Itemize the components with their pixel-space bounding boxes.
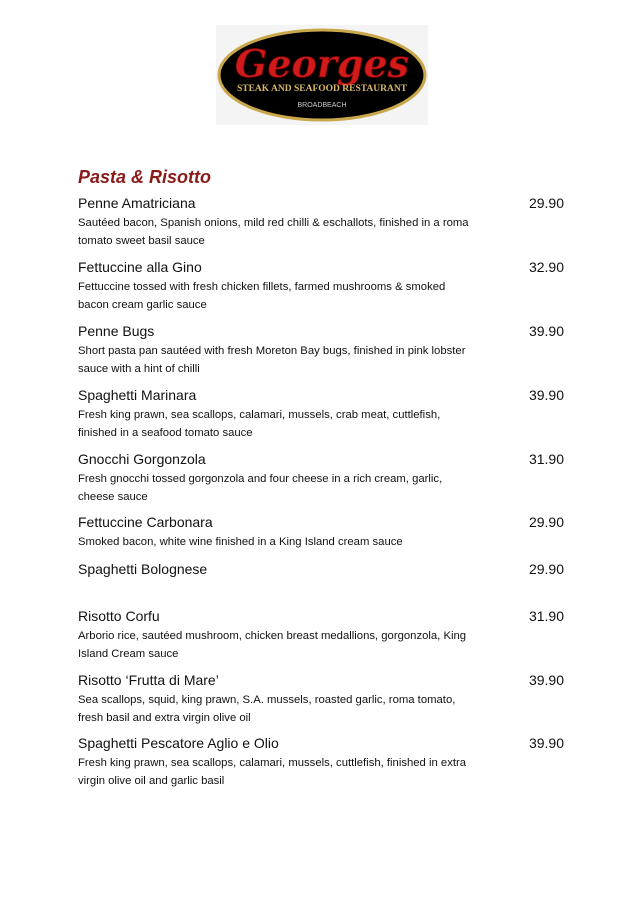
menu-item bbox=[78, 735, 564, 790]
logo-subtitle: STEAK AND SEAFOOD RESTAURANT bbox=[236, 84, 408, 94]
menu-item bbox=[78, 672, 564, 727]
item-name: Risotto ‘Frutta di Mare’ bbox=[78, 672, 219, 688]
item-price: 31.90 bbox=[528, 608, 564, 624]
item-price: 31.90 bbox=[528, 451, 564, 467]
item-description: Arborio rice, sautéed mushroom, chicken breast medallions, gorgonzola, King Island Cream sauce bbox=[78, 630, 467, 660]
item-name: Spaghetti Marinara bbox=[78, 387, 197, 403]
item-name: Spaghetti Pescatore Aglio e Olio bbox=[78, 735, 279, 751]
menu-item bbox=[78, 514, 564, 552]
item-price: 39.90 bbox=[528, 387, 564, 403]
item-name: Gnocchi Gorgonzola bbox=[78, 451, 206, 467]
item-name: Risotto Corfu bbox=[78, 608, 160, 624]
item-name: Fettuccine alla Gino bbox=[78, 259, 202, 275]
item-description: Sea scallops, squid, king prawn, S.A. mussels, roasted garlic, roma tomato, fresh basil and extra virgin olive oil bbox=[78, 694, 456, 724]
logo-location: BROADBEACH bbox=[297, 102, 347, 109]
item-description: Short pasta pan sautéed with fresh Moreton Bay bugs, finished in pink lobster sauce with a hint of chilli bbox=[78, 345, 466, 375]
menu-item bbox=[78, 561, 564, 578]
item-name: Penne Amatriciana bbox=[78, 195, 196, 211]
item-name: Spaghetti Bolognese bbox=[78, 561, 208, 577]
menu-item bbox=[78, 259, 564, 314]
item-price: 39.90 bbox=[528, 323, 564, 339]
item-price: 32.90 bbox=[528, 259, 564, 275]
section-title: Pasta & Risotto bbox=[78, 167, 212, 187]
item-price: 29.90 bbox=[528, 195, 564, 211]
menu-item bbox=[78, 387, 564, 442]
item-description: Fresh king prawn, sea scallops, calamari, mussels, cuttlefish, finished in extra virgin olive oil and garlic basil bbox=[78, 757, 467, 787]
menu-item bbox=[78, 608, 564, 663]
item-description: Fresh gnocchi tossed gorgonzola and four cheese in a rich cream, garlic, cheese sauce bbox=[78, 473, 443, 503]
item-price: 39.90 bbox=[528, 735, 564, 751]
item-name: Penne Bugs bbox=[78, 323, 155, 339]
item-price: 29.90 bbox=[528, 561, 564, 577]
item-price: 39.90 bbox=[528, 672, 564, 688]
logo-brand: Georges bbox=[234, 41, 410, 86]
item-description: Fettuccine tossed with fresh chicken fillets, farmed mushrooms & smoked bacon cream garlic sauce bbox=[78, 281, 446, 311]
item-description: Sautéed bacon, Spanish onions, mild red chilli & eschallots, finished in a roma tomato sweet basil sauce bbox=[78, 217, 469, 247]
menu-item bbox=[78, 323, 564, 378]
item-description: Fresh king prawn, sea scallops, calamari, mussels, crab meat, cuttlefish, finished in a seafood tomato sauce bbox=[78, 409, 441, 439]
restaurant-logo bbox=[216, 25, 428, 125]
item-description: Smoked bacon, white wine finished in a King Island cream sauce bbox=[78, 536, 403, 548]
logo-emblem bbox=[216, 25, 428, 125]
item-name: Fettuccine Carbonara bbox=[78, 514, 213, 530]
menu-item bbox=[78, 451, 564, 506]
item-price: 29.90 bbox=[528, 514, 564, 530]
menu-item bbox=[78, 195, 564, 250]
